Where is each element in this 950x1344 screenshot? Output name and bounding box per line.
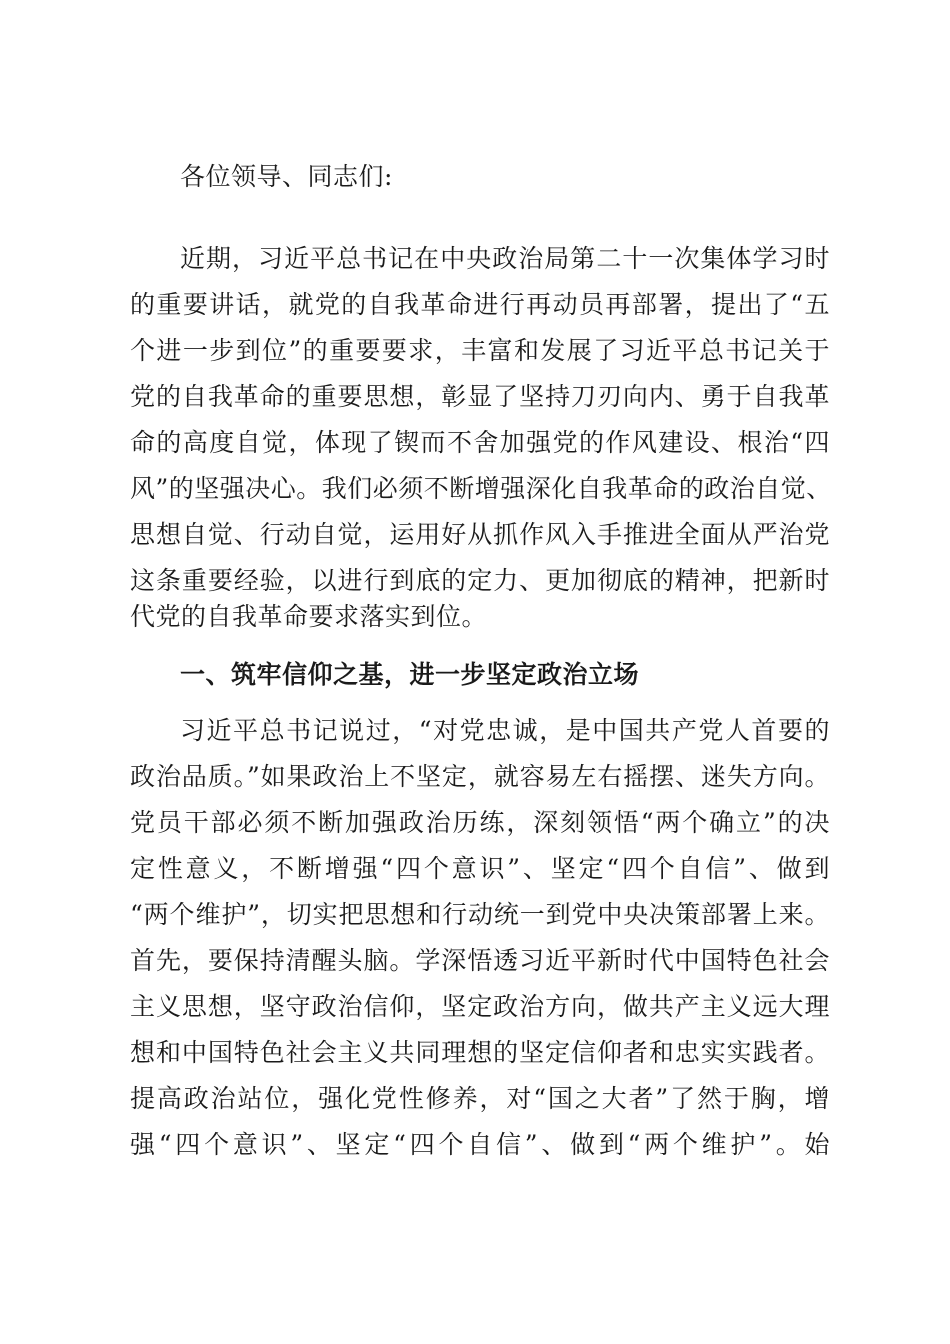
section-line: 习近平总书记说过，“对党忠诚，是中国共产党人首要的 xyxy=(180,716,830,745)
section-line: 提高政治站位，强化党性修养，对“国之大者”了然于胸，增 xyxy=(130,1084,830,1113)
intro-line: 这条重要经验，以进行到底的定力、更加彻底的精神，把新时 xyxy=(130,566,830,595)
section-line: 主义思想，坚守政治信仰，坚定政治方向，做共产主义远大理 xyxy=(130,992,830,1021)
section-line: 政治品质。”如果政治上不坚定，就容易左右摇摆、迷失方向。 xyxy=(130,762,830,791)
intro-line: 个进一步到位”的重要要求，丰富和发展了习近平总书记关于 xyxy=(130,336,830,365)
section-heading: 一、筑牢信仰之基，进一步坚定政治立场 xyxy=(180,660,640,689)
intro-line: 的重要讲话，就党的自我革命进行再动员再部署，提出了“五 xyxy=(130,290,830,319)
section-line: “两个维护”，切实把思想和行动统一到党中央决策部署上来。 xyxy=(130,900,830,929)
salutation: 各位领导、同志们: xyxy=(180,162,393,191)
section-line: 强“四个意识”、坚定“四个自信”、做到“两个维护”。始 xyxy=(130,1130,830,1159)
section-line: 想和中国特色社会主义共同理想的坚定信仰者和忠实实践者。 xyxy=(130,1038,830,1067)
intro-line: 思想自觉、行动自觉，运用好从抓作风入手推进全面从严治党 xyxy=(130,520,830,549)
intro-line: 近期，习近平总书记在中央政治局第二十一次集体学习时 xyxy=(180,244,830,273)
section-line: 定性意义，不断增强“四个意识”、坚定“四个自信”、做到 xyxy=(130,854,830,883)
section-line: 党员干部必须不断加强政治历练，深刻领悟“两个确立”的决 xyxy=(130,808,830,837)
intro-line: 代党的自我革命要求落实到位。 xyxy=(130,602,488,631)
intro-line: 党的自我革命的重要思想，彰显了坚持刀刃向内、勇于自我革 xyxy=(130,382,830,411)
intro-line: 命的高度自觉，体现了锲而不舍加强党的作风建设、根治“四 xyxy=(130,428,830,457)
section-line: 首先，要保持清醒头脑。学深悟透习近平新时代中国特色社会 xyxy=(130,946,830,975)
intro-line: 风”的坚强决心。我们必须不断增强深化自我革命的政治自觉、 xyxy=(130,474,832,503)
